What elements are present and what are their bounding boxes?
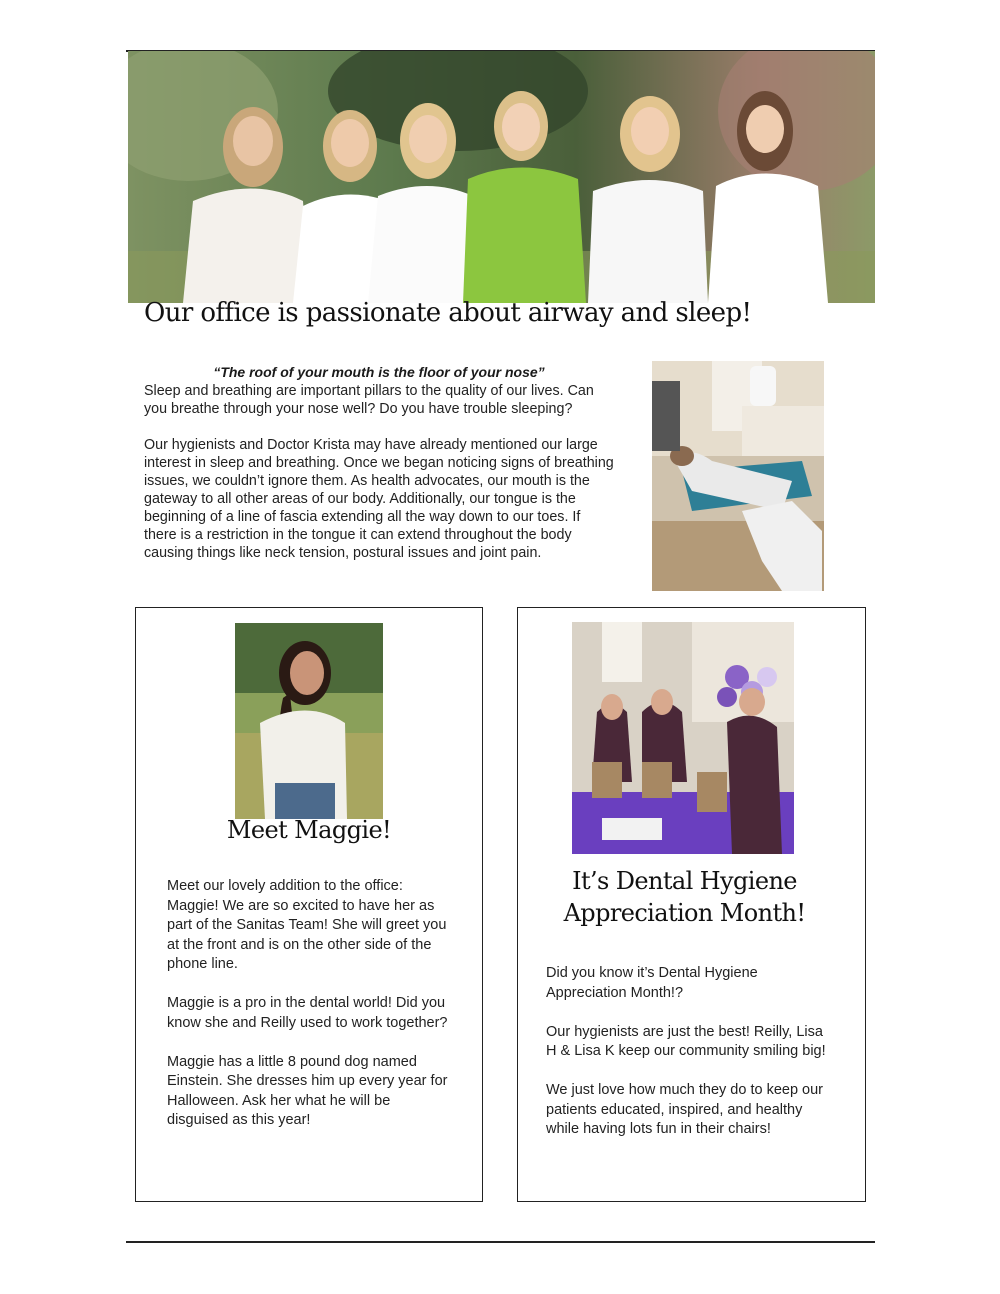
- hygiene-title: [517, 865, 852, 929]
- maggie-paragraph-2: Maggie is a pro in the dental world! Did you know she and Reilly used to work together?: [167, 995, 448, 1031]
- intro-paragraph-1: Sleep and breathing are important pillars to the quality of our lives. Can you breathe through your nose well? Do you have trouble sleeping?: [144, 383, 594, 417]
- intro-text: [144, 382, 616, 580]
- team-banner-photo: [128, 51, 875, 303]
- page-headline: Our office is passionate about airway and sleep!: [144, 298, 752, 328]
- hygiene-title-line-2: Appreciation Month!: [563, 899, 806, 927]
- hygiene-title-line-1: It’s Dental Hygiene: [572, 867, 797, 895]
- hygiene-paragraph-1: Did you know it’s Dental Hygiene Appreciation Month!?: [546, 965, 758, 1001]
- intro-paragraph-2: Our hygienists and Doctor Krista may have already mentioned our large interest in sleep and breathing. Once we began noticing signs of breathing issues, we couldn’t ignore them. As health advocates, our mouth is the gateway to all other areas of our body. Additionally, our tongue is the beginning of a line of fascia extending all the way down to our toes. If there is a restriction in the tongue it can extend throughout the body causing things like neck tension, postural issues and joint pain.: [144, 437, 614, 561]
- maggie-paragraph-1: Meet our lovely addition to the office: Maggie! We are so excited to have her as part of the Sanitas Team! She will greet you at the front and is on the other side of the phone line.: [167, 878, 447, 972]
- hygiene-text: [546, 964, 836, 1159]
- patient-chair-photo: [652, 361, 824, 591]
- hygiene-paragraph-3: We just love how much they do to keep our patients educated, inspired, and healthy while having lots fun in their chairs!: [546, 1082, 823, 1137]
- pull-quote: “The roof of your mouth is the floor of your nose”: [213, 364, 545, 380]
- hygiene-paragraph-2: Our hygienists are just the best! Reilly, Lisa H & Lisa K keep our community smiling big!: [546, 1023, 826, 1059]
- hygienists-celebration-photo: [572, 622, 794, 854]
- maggie-title: Meet Maggie!: [226, 816, 392, 844]
- maggie-text: [167, 877, 452, 1150]
- bottom-divider: [126, 1241, 875, 1243]
- maggie-photo: [235, 623, 383, 819]
- maggie-paragraph-3: Maggie has a little 8 pound dog named Einstein. She dresses him up every year for Halloween. Ask her what he will be disguised as this year!: [167, 1053, 448, 1128]
